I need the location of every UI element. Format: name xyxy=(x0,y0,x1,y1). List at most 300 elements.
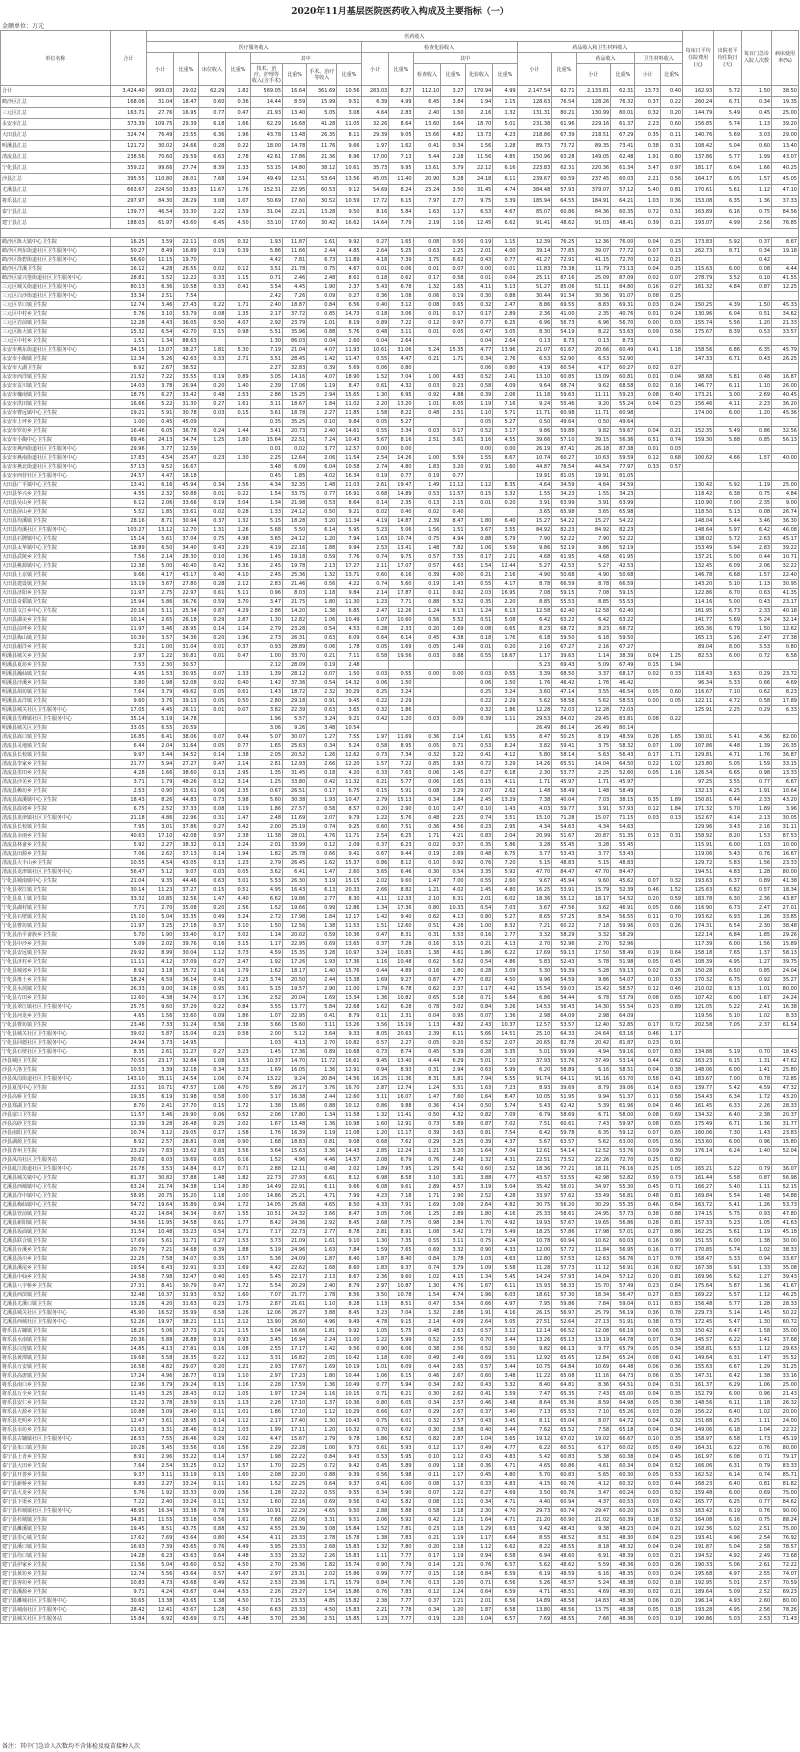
value-cell: 6.09 xyxy=(389,1363,413,1372)
value-cell: 0.06 xyxy=(465,679,493,688)
unit-name-cell: 明溪县夏坊乡卫生院 xyxy=(1,661,111,670)
value-cell: 0.13 xyxy=(198,841,226,850)
value-cell: 16.67 xyxy=(174,463,198,472)
value-cell: 0.51 xyxy=(465,616,493,625)
unit-name-cell: 明溪县沙溪乡卫生院 xyxy=(1,679,111,688)
value-cell: 8.55 xyxy=(517,1534,552,1543)
value-cell: 0.09 xyxy=(635,328,660,337)
value-cell: 23.29 xyxy=(110,1147,146,1156)
value-cell: 0.10 xyxy=(413,805,441,814)
value-cell: 53.63 xyxy=(611,328,635,337)
value-cell: 134.32 xyxy=(683,1111,714,1120)
value-cell: 48.60 xyxy=(552,1552,576,1561)
value-cell: 6.25 xyxy=(389,832,413,841)
value-cell: 0.12 xyxy=(198,1390,226,1399)
value-cell: 4.96 xyxy=(714,1534,742,1543)
value-cell: 41.15 xyxy=(576,256,611,265)
value-cell: 1.79 xyxy=(361,985,389,994)
value-cell: 6.00 xyxy=(389,1354,413,1363)
value-cell: 1.33 xyxy=(742,1264,772,1273)
value-cell: 55.30 xyxy=(611,1183,635,1192)
value-cell: 4.12 xyxy=(493,751,517,760)
value-cell: 0.20 xyxy=(198,634,226,643)
table-row xyxy=(1,238,799,247)
value-cell: 1.56 xyxy=(413,526,441,535)
value-cell: 0.89 xyxy=(307,1048,337,1057)
value-cell: 0.55 xyxy=(361,427,389,436)
value-cell: 1.47 xyxy=(441,805,465,814)
value-cell: 3.82 xyxy=(250,706,282,715)
value-cell: 60.03 xyxy=(611,174,635,185)
value-cell: 1.13 xyxy=(742,580,772,589)
value-cell: 1.62 xyxy=(389,141,413,152)
value-cell xyxy=(714,364,742,373)
unit-name-cell: 大田县武陵乡卫生院 xyxy=(1,553,111,562)
value-cell: 0.61 xyxy=(226,688,250,697)
value-cell: 1.45 xyxy=(250,553,282,562)
value-cell: 1.00 xyxy=(413,373,441,382)
value-cell: 3.47 xyxy=(250,598,282,607)
value-cell: 38.48 xyxy=(772,922,799,931)
value-cell: 0.41 xyxy=(361,1480,389,1489)
value-cell: 3.88 xyxy=(465,1174,493,1183)
value-cell: 76.85 xyxy=(772,218,799,229)
value-cell: 6.58 xyxy=(772,652,799,661)
value-cell: 65.52 xyxy=(552,1426,576,1435)
value-cell: 5.88 xyxy=(146,1336,174,1345)
value-cell: 6.00 xyxy=(714,1138,742,1147)
value-cell: 1.18 xyxy=(441,1570,465,1579)
value-cell: 12.00 xyxy=(517,1246,552,1255)
value-cell: 1.30 xyxy=(250,616,282,625)
value-cell: 19.54 xyxy=(110,1264,146,1273)
value-cell: 91.41 xyxy=(517,218,552,229)
value-cell: 0.67 xyxy=(198,1210,226,1219)
value-cell: 0.28 xyxy=(226,508,250,517)
value-cell: 2.66 xyxy=(307,760,337,769)
value-cell: 1.02 xyxy=(742,1246,772,1255)
value-cell: 1.84 xyxy=(307,913,337,922)
value-cell: 0.97 xyxy=(441,319,465,328)
value-cell xyxy=(226,364,250,373)
value-cell: 30.44 xyxy=(517,292,552,301)
value-cell: 24.54 xyxy=(174,1075,198,1084)
value-cell: 1.23 xyxy=(361,598,389,607)
table-row xyxy=(1,463,799,472)
value-cell: 6.62 xyxy=(493,1543,517,1552)
value-cell: 1.93 xyxy=(307,796,337,805)
value-cell: 8.61 xyxy=(337,274,361,283)
value-cell: 1.19 xyxy=(742,481,772,490)
value-cell: 21.52 xyxy=(110,373,146,382)
header-bed: 床位收入 xyxy=(198,53,226,86)
value-cell: 17.23 xyxy=(283,1372,307,1381)
value-cell: 47.10 xyxy=(772,185,799,196)
value-cell: 23.83 xyxy=(772,1129,799,1138)
value-cell: 65.35 xyxy=(552,1390,576,1399)
value-cell xyxy=(441,337,465,346)
unit-name-cell: 沙县大洛卫生院 xyxy=(1,1066,111,1075)
value-cell: 0.31 xyxy=(660,1381,682,1390)
unit-name-cell: 建宁县汇总 xyxy=(1,218,111,229)
value-cell: 2.58 xyxy=(742,1543,772,1552)
value-cell: 8.92 xyxy=(110,967,146,976)
value-cell: 22.51 xyxy=(110,1084,146,1093)
value-cell: 1.09 xyxy=(465,1264,493,1273)
value-cell: 2.53 xyxy=(361,544,389,553)
value-cell: 3.53 xyxy=(146,1165,174,1174)
value-cell: 2.32 xyxy=(146,490,174,499)
value-cell: 1.26 xyxy=(307,751,337,760)
value-cell: 0.92 xyxy=(742,976,772,985)
value-cell: 0.57 xyxy=(198,1570,226,1579)
value-cell: 5.76 xyxy=(389,814,413,823)
value-cell: 7.22 xyxy=(146,373,174,382)
value-cell: 6.11 xyxy=(714,382,742,391)
value-cell: 39.22 xyxy=(772,544,799,553)
value-cell: 43.87 xyxy=(772,895,799,904)
value-cell: 9.95 xyxy=(389,163,413,174)
value-cell: 10.53 xyxy=(110,1066,146,1075)
value-cell: 9.21 xyxy=(337,508,361,517)
value-cell: 2.06 xyxy=(250,1111,282,1120)
value-cell: 39.69 xyxy=(552,1084,576,1093)
value-cell xyxy=(465,661,493,670)
value-cell: 30.94 xyxy=(174,517,198,526)
value-cell: 1.28 xyxy=(742,1300,772,1309)
value-cell: 34.36 xyxy=(174,634,198,643)
value-cell: 39.06 xyxy=(611,1084,635,1093)
value-cell: 0.12 xyxy=(635,805,660,814)
value-cell: 6.31 xyxy=(441,895,465,904)
value-cell: 1.22 xyxy=(146,652,174,661)
value-cell: 5.77 xyxy=(714,1300,742,1309)
value-cell: 170.94 xyxy=(465,86,493,97)
value-cell: 43.67 xyxy=(174,1588,198,1597)
value-cell: 0.22 xyxy=(198,1003,226,1012)
value-cell: 5.87 xyxy=(146,1030,174,1039)
value-cell: 9.00 xyxy=(146,985,174,994)
value-cell: 8.57 xyxy=(337,805,361,814)
value-cell: 0.02 xyxy=(198,679,226,688)
value-cell: 0.64 xyxy=(198,1552,226,1561)
value-cell: 1.55 xyxy=(576,490,611,499)
value-cell: 15.65 xyxy=(337,391,361,400)
value-cell: 14.84 xyxy=(146,1210,174,1219)
value-cell: 64.21 xyxy=(611,196,635,207)
value-cell: 1.53 xyxy=(226,1237,250,1246)
value-cell: 58.49 xyxy=(611,949,635,958)
value-cell: 0.84 xyxy=(307,301,337,310)
value-cell: 6.05 xyxy=(714,174,742,185)
value-cell: 1.91 xyxy=(742,787,772,796)
value-cell: 6.39 xyxy=(361,97,389,108)
value-cell: 59.77 xyxy=(552,805,576,814)
value-cell: 0.15 xyxy=(361,787,389,796)
value-cell: 0.27 xyxy=(198,823,226,832)
value-cell: 4.94 xyxy=(441,535,465,544)
value-cell: 3.95 xyxy=(250,1543,282,1552)
value-cell: 52.60 xyxy=(611,769,635,778)
value-cell: 169.96 xyxy=(683,1273,714,1282)
value-cell: 1.62 xyxy=(250,967,282,976)
value-cell: 29.02 xyxy=(174,86,198,97)
value-cell: 11.87 xyxy=(283,238,307,247)
value-cell: 15.10 xyxy=(517,814,552,823)
value-cell: 0.37 xyxy=(413,1597,441,1606)
value-cell: 40.18 xyxy=(772,607,799,616)
value-cell: 0.98 xyxy=(226,328,250,337)
value-cell: 4.90 xyxy=(576,571,611,580)
value-cell: 7.03 xyxy=(576,796,611,805)
value-cell: 15.66 xyxy=(413,130,441,141)
value-cell: 6.27 xyxy=(146,391,174,400)
value-cell: 3.15 xyxy=(226,940,250,949)
value-cell: 6.04 xyxy=(714,163,742,174)
value-cell: 1.14 xyxy=(198,1183,226,1192)
value-cell: 18.11 xyxy=(576,1165,611,1174)
value-cell: 4.94 xyxy=(576,1048,611,1057)
value-cell: 146.78 xyxy=(683,571,714,580)
value-cell: 21.18 xyxy=(110,814,146,823)
value-cell: 8.99 xyxy=(146,949,174,958)
value-cell: 170.85 xyxy=(683,1246,714,1255)
value-cell: 6.24 xyxy=(714,1147,742,1156)
value-cell: 8.56 xyxy=(337,1291,361,1300)
value-cell xyxy=(772,661,799,670)
value-cell: 8.67 xyxy=(493,454,517,463)
value-cell xyxy=(635,571,660,580)
value-cell: 0.38 xyxy=(413,1345,441,1354)
unit-name-cell: 永安市小陶镇卫生院 xyxy=(1,355,111,364)
value-cell: 0.26 xyxy=(660,1561,682,1570)
unit-name-cell: 宁化县淮土乡卫生院 xyxy=(1,976,111,985)
value-cell: 1.57 xyxy=(361,760,389,769)
value-cell: 0.21 xyxy=(660,1588,682,1597)
value-cell: 37.27 xyxy=(174,886,198,895)
value-cell: 0.13 xyxy=(413,499,441,508)
value-cell: 6.23 xyxy=(146,1552,174,1561)
value-cell: 193.28 xyxy=(683,1606,714,1615)
value-cell: 59.16 xyxy=(611,1048,635,1057)
value-cell: 22.06 xyxy=(283,1516,307,1525)
value-cell: 4.76 xyxy=(441,1282,465,1291)
value-cell: 24.32 xyxy=(283,1210,307,1219)
value-cell: 0.13 xyxy=(413,1579,441,1588)
value-cell: 0.08 xyxy=(413,1498,441,1507)
value-cell: 2.55 xyxy=(250,1345,282,1354)
value-cell: 3.70 xyxy=(250,1615,282,1624)
value-cell: 1.20 xyxy=(361,1129,389,1138)
table-row xyxy=(1,265,799,274)
value-cell: 16.68 xyxy=(283,119,307,130)
value-cell: 73.72 xyxy=(552,141,576,152)
value-cell: 2.20 xyxy=(493,598,517,607)
value-cell: 2.93 xyxy=(250,1363,282,1372)
value-cell: 11.34 xyxy=(337,517,361,526)
value-cell: 12.51 xyxy=(283,174,307,185)
value-cell: 2.25 xyxy=(226,976,250,985)
value-cell: 57.86 xyxy=(552,1228,576,1237)
value-cell: 9.82 xyxy=(576,427,611,436)
value-cell: 24.00 xyxy=(772,1417,799,1426)
value-cell: 84.92 xyxy=(517,526,552,535)
value-cell: 33.56 xyxy=(174,1444,198,1453)
value-cell: 4.09 xyxy=(493,382,517,391)
unit-name-cell: 宁化县水茜镇卫生院 xyxy=(1,985,111,994)
value-cell: 4.97 xyxy=(493,1300,517,1309)
value-cell: 0.54 xyxy=(307,679,337,688)
value-cell: 45.05 xyxy=(772,174,799,185)
value-cell: 9.60 xyxy=(110,697,146,706)
value-cell: 3.50 xyxy=(517,1489,552,1498)
value-cell: 7.22 xyxy=(389,319,413,328)
value-cell: 0.54 xyxy=(198,1228,226,1237)
value-cell: 80.14 xyxy=(552,724,576,733)
value-cell: 3.35 xyxy=(465,868,493,877)
value-cell: 62.71 xyxy=(552,86,576,97)
value-cell: 4.34 xyxy=(517,823,552,832)
value-cell: 4.28 xyxy=(110,769,146,778)
value-cell: 1.02 xyxy=(226,1435,250,1444)
value-cell: 137.21 xyxy=(683,553,714,562)
value-cell: 52.85 xyxy=(611,1021,635,1030)
value-cell: 45.94 xyxy=(552,877,576,886)
value-cell: 0.35 xyxy=(660,1435,682,1444)
value-cell: 68.50 xyxy=(552,670,576,679)
value-cell: 11.30 xyxy=(337,598,361,607)
value-cell: 4.54 xyxy=(226,1534,250,1543)
table-row xyxy=(1,985,799,994)
value-cell: 5.60 xyxy=(389,580,413,589)
value-cell: 1.45 xyxy=(465,886,493,895)
value-cell: 1.71 xyxy=(660,751,682,760)
value-cell: 26.11 xyxy=(174,706,198,715)
value-cell: 3.47 xyxy=(576,1489,611,1498)
value-cell: 0.17 xyxy=(198,1129,226,1138)
value-cell: 1.06 xyxy=(307,616,337,625)
value-cell: 13.20 xyxy=(389,400,413,409)
value-cell: 1.14 xyxy=(576,652,611,661)
value-cell xyxy=(714,1156,742,1165)
value-cell: 58.61 xyxy=(552,1210,576,1219)
value-cell: 33.22 xyxy=(174,1453,198,1462)
value-cell: 3.28 xyxy=(517,841,552,850)
value-cell xyxy=(361,724,389,733)
value-cell: 1.00 xyxy=(413,454,441,463)
value-cell: 0.36 xyxy=(413,733,441,742)
value-cell: 6.36 xyxy=(146,283,174,292)
value-cell: 4.36 xyxy=(742,733,772,742)
value-cell: 148.64 xyxy=(683,526,714,535)
value-cell: 1.86 xyxy=(465,949,493,958)
value-cell: 0.11 xyxy=(361,1012,389,1021)
value-cell: 6.98 xyxy=(361,1174,389,1183)
value-cell: 64.81 xyxy=(552,1381,576,1390)
unit-name-cell: 建宁县溪口镇卫生院 xyxy=(1,1543,111,1552)
unit-name-cell: 将乐县白莲镇卫生院 xyxy=(1,1345,111,1354)
value-cell: 1.83 xyxy=(361,1264,389,1273)
value-cell: 19.57 xyxy=(283,985,307,994)
value-cell: 1.16 xyxy=(361,958,389,967)
value-cell: 1.32 xyxy=(493,108,517,119)
unit-name-cell: 合计 xyxy=(1,86,111,97)
value-cell: 0.37 xyxy=(226,643,250,652)
value-cell: 223.83 xyxy=(517,163,552,174)
value-cell: 8.27 xyxy=(389,86,413,97)
value-cell: 20.36 xyxy=(110,1336,146,1345)
value-cell: 5.47 xyxy=(714,1318,742,1327)
value-cell: 0.11 xyxy=(198,1408,226,1417)
value-cell: 46.54 xyxy=(611,688,635,697)
value-cell: 0.39 xyxy=(307,364,337,373)
value-cell: 13.10 xyxy=(517,373,552,382)
value-cell: 161.45 xyxy=(683,1102,714,1111)
value-cell: 33.05 xyxy=(110,724,146,733)
value-cell: 51.37 xyxy=(611,1093,635,1102)
value-cell: 60.85 xyxy=(552,373,576,382)
value-cell: 1.33 xyxy=(250,508,282,517)
value-cell: 3.77 xyxy=(576,850,611,859)
value-cell: 3.04 xyxy=(226,499,250,508)
value-cell: 4.74 xyxy=(493,185,517,196)
value-cell: 52.08 xyxy=(174,679,198,688)
value-cell: 66.52 xyxy=(552,1327,576,1336)
value-cell: 0.88 xyxy=(307,1471,337,1480)
value-cell: 0.90 xyxy=(361,1561,389,1570)
value-cell: 23.17 xyxy=(146,1057,174,1066)
value-cell: 1.38 xyxy=(361,1534,389,1543)
value-cell: 3.35 xyxy=(493,1048,517,1057)
value-cell: 56.55 xyxy=(611,913,635,922)
value-cell: 2.70 xyxy=(517,940,552,949)
value-cell: 1.21 xyxy=(441,1561,465,1570)
value-cell: 5.58 xyxy=(493,1264,517,1273)
value-cell: 1.34 xyxy=(465,1273,493,1282)
income-table xyxy=(0,30,799,1624)
value-cell: 22.95 xyxy=(283,185,307,196)
value-cell: 1.82 xyxy=(250,850,282,859)
value-cell: 9.51 xyxy=(337,1516,361,1525)
value-cell: 2.97 xyxy=(250,1570,282,1579)
value-cell: 0.16 xyxy=(635,1246,660,1255)
value-cell: 0.05 xyxy=(635,688,660,697)
value-cell: 1.67 xyxy=(250,1120,282,1129)
value-cell: 6.53 xyxy=(714,1345,742,1354)
value-cell: 18.90 xyxy=(337,373,361,382)
value-cell: 15.70 xyxy=(576,1282,611,1291)
value-cell: 29.24 xyxy=(174,1381,198,1390)
value-cell: 25.11 xyxy=(517,274,552,283)
value-cell: 3.05 xyxy=(361,1210,389,1219)
value-cell: 57.13 xyxy=(110,463,146,472)
value-cell: 0.33 xyxy=(198,274,226,283)
value-cell: 0.28 xyxy=(361,625,389,634)
value-cell: 1.71 xyxy=(226,1228,250,1237)
value-cell: 7.75 xyxy=(389,1219,413,1228)
value-cell: 0.62 xyxy=(742,688,772,697)
value-cell: 15.54 xyxy=(517,985,552,994)
value-cell: 5.27 xyxy=(493,418,517,427)
value-cell: 28.16 xyxy=(110,517,146,526)
value-cell: 8.60 xyxy=(337,1264,361,1273)
value-cell: 1.04 xyxy=(742,1426,772,1435)
value-cell: 12.63 xyxy=(576,1255,611,1264)
value-cell: 85.06 xyxy=(552,283,576,292)
value-cell: 0.28 xyxy=(635,733,660,742)
value-cell: 5.00 xyxy=(146,562,174,571)
value-cell: 6.59 xyxy=(493,1588,517,1597)
